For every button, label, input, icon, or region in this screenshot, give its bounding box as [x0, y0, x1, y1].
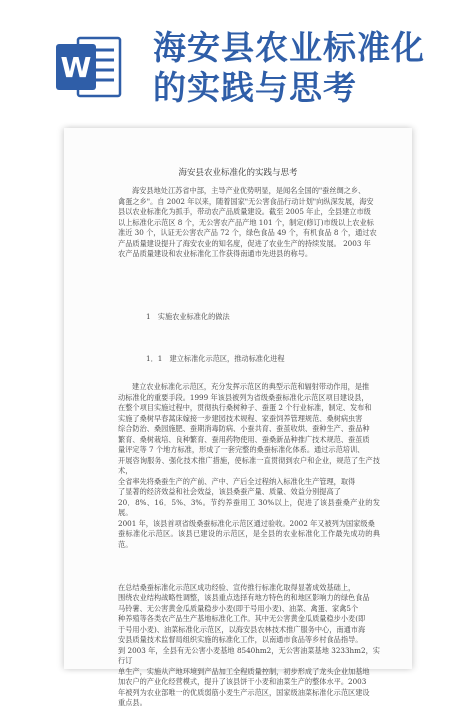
body-paragraph-3-part-b: 到 2003 年，全县有无公害小麦基地 8540hm2，无公害油菜基地 3233hm2，实行订 单生产，实施从产地环境到产品加工全程质量控制，初步形成了龙头企业加基地 加农户的产业化经营模式，提升了该县饼干小麦和油菜生产的整体水平。2003 年被列为农业部唯一的优质弱筋小麦生产示范区，国家级油菜标准化示范区建设 重点县。 — [118, 645, 380, 707]
word-document-icon — [56, 36, 122, 98]
body-paragraph-2: 建立农业标准化示范区，充分发挥示范区的典型示范和辐射带动作用，是推 动标准化的重要手段。1999 年该县被列为省级桑蚕标准化示范区项目建设县， 在整个项目实施过程中，贯彻执行桑树种子、蚕蛋 2 个行业标准，制定、发布和 实施了桑树早春蒿床嫁接一步建园技术规程、家蚕饲养管理规范、桑树病虫害 综合防治、桑园施肥、蚕期消毒防病、小蚕共育、蚕茧收烘、蚕种生产、蚕品种 繁育、桑树栽培、良种繁育、蚕用药物使用、蚕桑新品种推广技术规范、蚕茧质 量评定等 7 个地方标准，形成了一套完整的桑蚕标准化体系。通过示范培训、 开展咨询服务、强化技术推广措施，使标准一直贯彻到农户和企业，规范了生产技术， 全省率先将桑蚕生产的产前、产中、产后全过程纳入标准化生产管理，取得 了显著的经济效益和社会效益，该县桑蚕产量、质量、效益分别提高了 20．8%、16．5%、3%。节约养蚕用工 30%以上，促进了该县蚕桑产业的发展。 2001 年，该县首项省级桑蚕标准化示范区通过验收。2002 年又被列为国家级桑 蚕标准化示范区。该县已建设的示范区，是全县的农业标准化工作最先成功的典范。 — [118, 382, 380, 549]
intro-paragraph: 海安县地处江苏省中部，主导产业优势明显，是闻名全国的"蚕丝绸之乡、 禽蛋之乡"。自 2002 年以来，随着国家"无公害食品行动计划"向纵深发展，海安 县以农业标准化为抓手，带动农产品质量建设。截至 2005 年止，全县建立市级 以上标准化示范区 8 个，无公害农产品产地 101 个，制定(修订)市级以上农业标 准近 30 个，认证无公害农产品 72 个，绿色食品 49 个，有机食品 8 个，通过农 产品质量建设提升了海安农业的知名度，促进了农业生产的持续发展。 2003 年 农产品质量建设和农业标准化工作获得南通市先进县的称号。 — [118, 186, 377, 258]
banner-title-line-1: 海安县农业标准化 — [153, 28, 425, 67]
banner-title-line-2: 的实践与思考 — [153, 68, 357, 107]
header-banner — [0, 0, 474, 128]
document-title: 海安县农业标准化的实践与思考 — [178, 168, 298, 178]
section-heading-1: 1 实施农业标准化的做法 — [146, 312, 230, 321]
section-heading-1-1: 1．1 建立标准化示范区，推动标准化进程 — [146, 354, 285, 363]
body-paragraph-3-part-a: 在总结桑蚕标准化示范区成功经验、宣传推行标准化取得显著成效基础上， 围绕农业结构战略性调整，该县重点选择有地方特色的和地区影响力的绿色食品 马铃薯、无公害黄金瓜质量稳步小麦(即于号用小麦)、油菜、禽蛋、家禽5个 种养殖等各类农产品生产基地标准化工作。其中无公害黄金瓜质量稳步小麦(即 于号用小麦)、油菜标准化示范区，以海安县农林技术推广服务中心，南通市海 安县质量技术监督局组织实施的标准化工作，以南通市食品等乡村食品指导。 — [118, 582, 370, 644]
body-paragraph-3 — [118, 572, 380, 707]
svg-text:W: W — [60, 51, 92, 84]
document-page — [64, 128, 412, 707]
